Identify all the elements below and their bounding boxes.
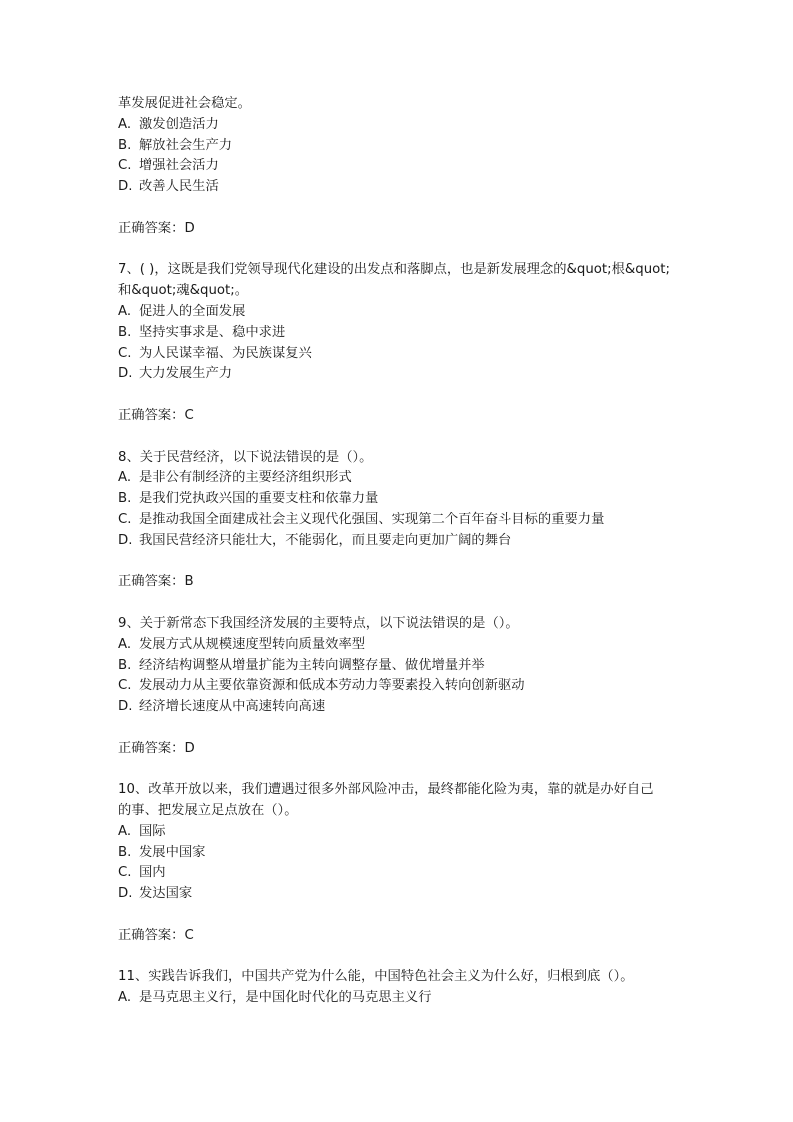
spacer xyxy=(118,240,678,261)
option-d xyxy=(118,697,678,718)
question-stem-line: 9、关于新常态下我国经济发展的主要特点，以下说法错误的是（）。 xyxy=(118,615,519,631)
option-letter: A. xyxy=(118,990,132,1006)
option-text: 是非公有制经济的主要经济组织形式 xyxy=(139,470,352,486)
option-c xyxy=(118,676,678,697)
option-text: 我国民营经济只能壮大，不能弱化，而且要走向更加广阔的舞台 xyxy=(139,532,512,548)
option-text: 发展动力从主要依靠资源和低成本劳动力等要素投入转向创新驱动 xyxy=(139,678,525,694)
spacer xyxy=(118,427,678,448)
option-letter: C. xyxy=(118,678,132,694)
option-letter: B. xyxy=(118,324,132,340)
option-b xyxy=(118,489,678,510)
question-stem-line: 8、关于民营经济，以下说法错误的是（）。 xyxy=(118,449,373,465)
option-letter: C. xyxy=(118,158,132,174)
option-letter: C. xyxy=(118,511,132,527)
option-text: 经济增长速度从中高速转向高速 xyxy=(139,699,326,715)
document-content xyxy=(118,94,678,1009)
option-letter: C. xyxy=(118,345,132,361)
option-letter: A. xyxy=(118,303,132,319)
option-a xyxy=(118,988,678,1009)
spacer xyxy=(118,198,678,219)
option-text: 增强社会活力 xyxy=(139,158,219,174)
option-text: 发展中国家 xyxy=(139,844,206,860)
option-letter: D. xyxy=(118,699,133,715)
spacer xyxy=(118,593,678,614)
correct-answer: 正确答案：C xyxy=(118,927,194,943)
spacer xyxy=(118,947,678,968)
option-a xyxy=(118,115,678,136)
option-b xyxy=(118,656,678,677)
option-text: 是我们党执政兴国的重要支柱和依靠力量 xyxy=(139,491,379,507)
question-stem-line: 10、改革开放以来，我们遭遇过很多外部风险冲击，最终都能化险为夷，靠的就是办好自己 xyxy=(118,782,654,798)
question-stem-line: 11、实践告诉我们，中国共产党为什么能，中国特色社会主义为什么好，归根到底（）。 xyxy=(118,969,634,985)
option-text: 大力发展生产力 xyxy=(139,366,233,382)
option-text: 坚持实事求是、稳中求进 xyxy=(139,324,286,340)
question-11 xyxy=(118,967,678,1009)
option-c xyxy=(118,156,678,177)
option-c xyxy=(118,510,678,531)
option-b xyxy=(118,323,678,344)
option-letter: C. xyxy=(118,865,132,881)
option-text: 改善人民生活 xyxy=(139,179,219,195)
correct-answer: 正确答案：C xyxy=(118,407,194,423)
option-d xyxy=(118,531,678,552)
spacer xyxy=(118,552,678,573)
question-stem-line: 和&quot;魂&quot;。 xyxy=(118,283,249,299)
option-text: 是马克思主义行，是中国化时代化的马克思主义行 xyxy=(139,990,432,1006)
option-a xyxy=(118,822,678,843)
option-d xyxy=(118,177,678,198)
question-stem-line: 革发展促进社会稳定。 xyxy=(118,96,251,111)
option-letter: D. xyxy=(118,179,133,195)
option-text: 激发创造活力 xyxy=(139,116,219,132)
option-text: 发达国家 xyxy=(139,886,193,902)
option-letter: A. xyxy=(118,823,132,839)
option-letter: B. xyxy=(118,844,132,860)
spacer xyxy=(118,385,678,406)
option-b xyxy=(118,136,678,157)
option-letter: B. xyxy=(118,137,132,153)
question-6 xyxy=(118,94,678,260)
option-d xyxy=(118,364,678,385)
spacer xyxy=(118,718,678,739)
question-10 xyxy=(118,780,678,967)
option-text: 发展方式从规模速度型转向质量效率型 xyxy=(139,636,366,652)
option-b xyxy=(118,843,678,864)
option-letter: A. xyxy=(118,116,132,132)
option-letter: A. xyxy=(118,636,132,652)
question-stem-line: 7、( )，这既是我们党领导现代化建设的出发点和落脚点，也是新发展理念的&quot;根&quot; xyxy=(118,262,670,278)
question-9 xyxy=(118,614,678,780)
spacer xyxy=(118,905,678,926)
option-c xyxy=(118,344,678,365)
option-a xyxy=(118,302,678,323)
question-stem-line: 的事、把发展立足点放在（）。 xyxy=(118,803,298,819)
correct-answer: 正确答案：D xyxy=(118,220,195,236)
option-letter: B. xyxy=(118,657,132,673)
question-7 xyxy=(118,260,678,447)
option-text: 解放社会生产力 xyxy=(139,137,233,153)
option-text: 国际 xyxy=(139,823,166,839)
option-letter: A. xyxy=(118,470,132,486)
option-letter: D. xyxy=(118,532,133,548)
option-text: 促进人的全面发展 xyxy=(139,303,246,319)
option-text: 为人民谋幸福、为民族谋复兴 xyxy=(139,345,312,361)
option-letter: D. xyxy=(118,366,133,382)
option-letter: D. xyxy=(118,886,133,902)
question-8 xyxy=(118,448,678,614)
option-a xyxy=(118,468,678,489)
spacer xyxy=(118,760,678,781)
option-text: 是推动我国全面建成社会主义现代化强国、实现第二个百年奋斗目标的重要力量 xyxy=(139,511,605,527)
option-d xyxy=(118,884,678,905)
correct-answer: 正确答案：B xyxy=(118,574,194,590)
option-a xyxy=(118,635,678,656)
option-letter: B. xyxy=(118,491,132,507)
correct-answer: 正确答案：D xyxy=(118,740,195,756)
option-c xyxy=(118,863,678,884)
option-text: 经济结构调整从增量扩能为主转向调整存量、做优增量并举 xyxy=(139,657,485,673)
option-text: 国内 xyxy=(139,865,166,881)
